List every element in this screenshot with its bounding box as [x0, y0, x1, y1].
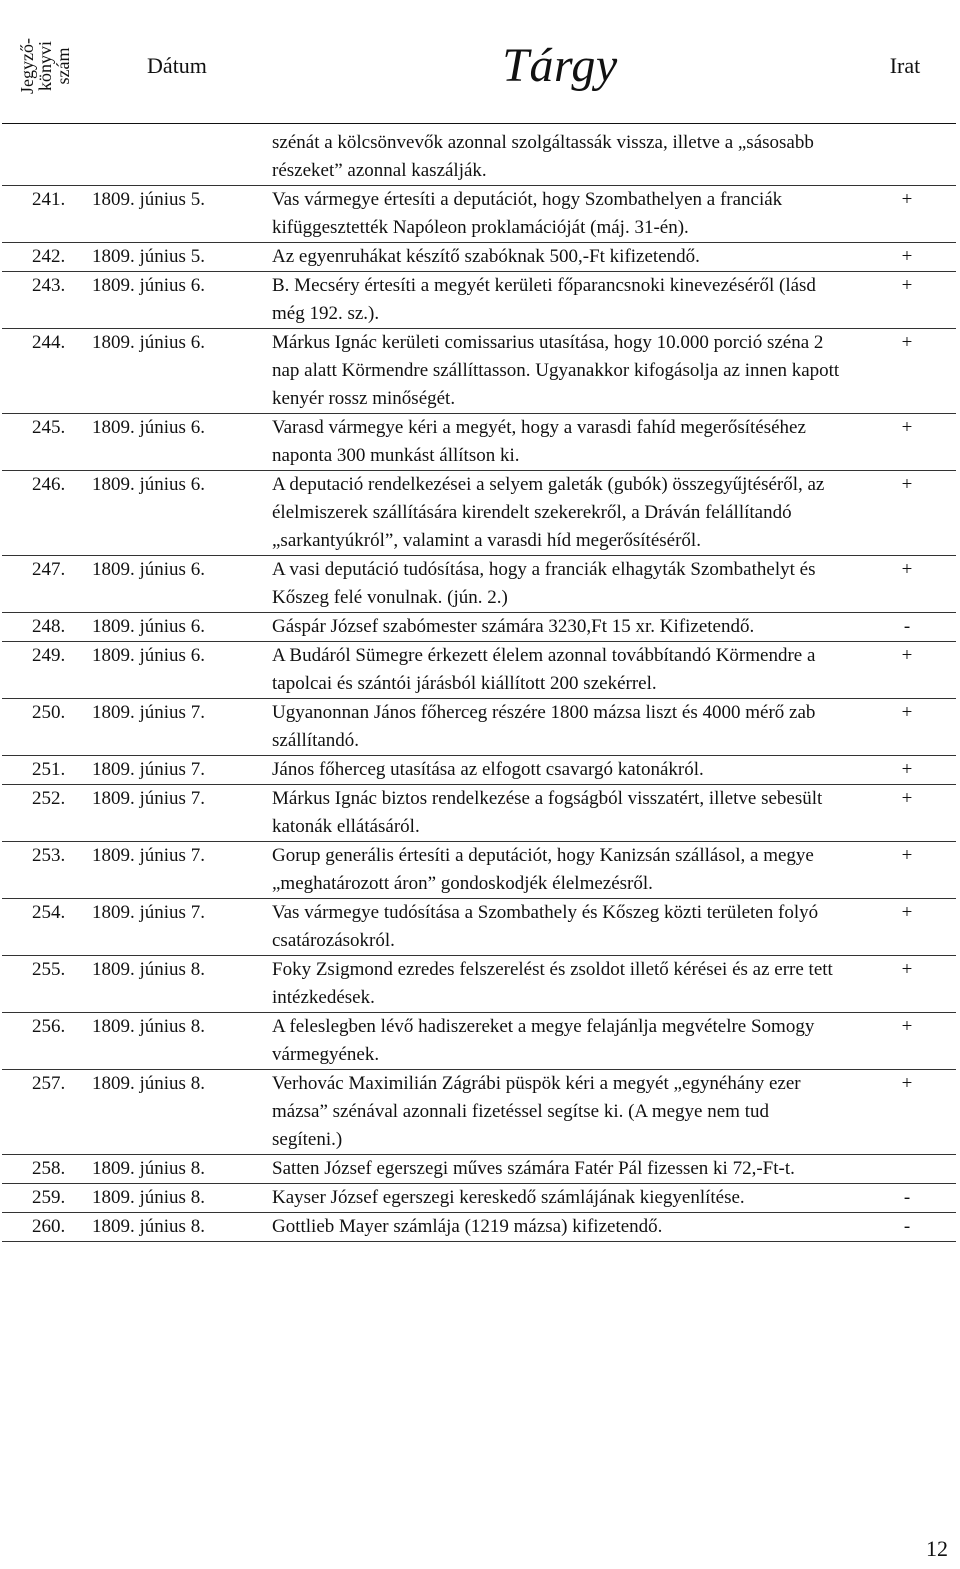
record-document: - — [854, 613, 956, 642]
table-row — [2, 1155, 956, 1184]
table-row — [2, 1184, 956, 1213]
record-number: 252. — [2, 785, 88, 842]
record-document: + — [854, 186, 956, 243]
record-subject: A feleslegben lévő hadiszereket a megye felajánlja megvételre Somogy vármegyének. — [266, 1013, 854, 1070]
record-date: 1809. június 8. — [88, 1013, 266, 1070]
record-date: 1809. június 8. — [88, 1070, 266, 1155]
record-date: 1809. június 6. — [88, 272, 266, 329]
table-row — [2, 1070, 956, 1155]
record-document: + — [854, 785, 956, 842]
record-document: + — [854, 1013, 956, 1070]
record-document: + — [854, 899, 956, 956]
record-document: + — [854, 756, 956, 785]
record-number: 260. — [2, 1213, 88, 1242]
record-date: 1809. június 8. — [88, 1155, 266, 1184]
record-subject: B. Mecséry értesíti a megyét kerületi főparancsnoki kinevezéséről (lásd még 192. sz.). — [266, 272, 854, 329]
table-row — [2, 785, 956, 842]
record-subject: Az egyenruhákat készítő szabóknak 500,-Ft kifizetendő. — [266, 243, 854, 272]
table-row — [2, 124, 956, 186]
record-subject: Gorup generális értesíti a deputációt, hogy Kanizsán szállásol, a megye „meghatározott áron” gondoskodjék élelmezésről. — [266, 842, 854, 899]
record-number: 247. — [2, 556, 88, 613]
record-number: 243. — [2, 272, 88, 329]
record-subject: Verhovác Maximilián Zágrábi püspök kéri a megyét „egynéhány ezer mázsa” szénával azonnali fizetéssel segítse ki. (A megye nem tud segíteni.) — [266, 1070, 854, 1155]
header-subject: Tárgy — [266, 8, 854, 124]
record-number: 253. — [2, 842, 88, 899]
table-row — [2, 243, 956, 272]
record-subject: A vasi deputáció tudósítása, hogy a franciák elhagyták Szombathelyt és Kőszeg felé vonulnak. (jún. 2.) — [266, 556, 854, 613]
record-date: 1809. június 7. — [88, 842, 266, 899]
table-row — [2, 842, 956, 899]
record-number: 248. — [2, 613, 88, 642]
record-subject: A deputació rendelkezései a selyem galeták (gubók) összegyűjtéséről, az élelmiszerek szállítására kirendelt szekerekről, a Dráván felállítandó „sarkantyúkról”, valamint a varasdi híd megerősítéséről. — [266, 471, 854, 556]
record-number: 255. — [2, 956, 88, 1013]
record-number: 241. — [2, 186, 88, 243]
record-date: 1809. június 5. — [88, 243, 266, 272]
header-record-number — [2, 8, 88, 124]
record-subject: Kayser József egerszegi kereskedő számlájának kiegyenlítése. — [266, 1184, 854, 1213]
record-date: 1809. június 7. — [88, 899, 266, 956]
record-document — [854, 1155, 956, 1184]
record-subject: Márkus Ignác biztos rendelkezése a fogságból visszatért, illetve sebesült katonák ellátásáról. — [266, 785, 854, 842]
table-row — [2, 272, 956, 329]
record-number: 246. — [2, 471, 88, 556]
record-subject: Satten József egerszegi műves számára Fatér Pál fizessen ki 72,-Ft-t. — [266, 1155, 854, 1184]
record-subject: Varasd vármegye kéri a megyét, hogy a varasdi fahíd megerősítéséhez naponta 300 munkást állítson ki. — [266, 414, 854, 471]
table-row — [2, 1013, 956, 1070]
record-document: + — [854, 699, 956, 756]
record-subject: Gottlieb Mayer számlája (1219 mázsa) kifizetendő. — [266, 1213, 854, 1242]
record-date: 1809. június 6. — [88, 642, 266, 699]
table-row — [2, 556, 956, 613]
record-document: + — [854, 471, 956, 556]
record-subject: Vas vármegye tudósítása a Szombathely és Kőszeg közti területen folyó csatározásokról. — [266, 899, 854, 956]
record-date: 1809. június 6. — [88, 613, 266, 642]
table-row — [2, 699, 956, 756]
record-document: + — [854, 1070, 956, 1155]
record-date: 1809. június 6. — [88, 556, 266, 613]
record-document: + — [854, 272, 956, 329]
record-document: + — [854, 329, 956, 414]
record-number: 242. — [2, 243, 88, 272]
header-document: Irat — [854, 8, 956, 124]
record-number: 256. — [2, 1013, 88, 1070]
record-document — [854, 124, 956, 186]
record-date: 1809. június 8. — [88, 1184, 266, 1213]
record-subject: Foky Zsigmond ezredes felszerelést és zsoldot illető kérései és az erre tett intézkedések. — [266, 956, 854, 1013]
record-number: 245. — [2, 414, 88, 471]
record-number: 250. — [2, 699, 88, 756]
record-number: 257. — [2, 1070, 88, 1155]
record-date: 1809. június 6. — [88, 329, 266, 414]
record-date — [88, 124, 266, 186]
table-row — [2, 756, 956, 785]
record-document: + — [854, 642, 956, 699]
record-number: 259. — [2, 1184, 88, 1213]
record-number: 254. — [2, 899, 88, 956]
record-date: 1809. június 7. — [88, 785, 266, 842]
record-document: + — [854, 842, 956, 899]
record-subject: Gáspár József szabómester számára 3230,Ft 15 xr. Kifizetendő. — [266, 613, 854, 642]
record-document: + — [854, 414, 956, 471]
header-record-number-line: szám — [53, 47, 73, 84]
record-subject: Vas vármegye értesíti a deputációt, hogy Szombathelyen a franciák kifüggesztették Napóleon proklamációját (máj. 31-én). — [266, 186, 854, 243]
register-table — [2, 8, 956, 1242]
record-number: 251. — [2, 756, 88, 785]
record-subject: A Budáról Sümegre érkezett élelem azonnal továbbítandó Körmendre a tapolcai és szántói járásból kiállított 200 szekérrel. — [266, 642, 854, 699]
record-subject: Ugyanonnan János főherceg részére 1800 mázsa liszt és 4000 mérő zab szállítandó. — [266, 699, 854, 756]
record-number: 258. — [2, 1155, 88, 1184]
header-record-number-line: Jegyző- — [17, 37, 37, 94]
table-header-row — [2, 8, 956, 124]
record-date: 1809. június 6. — [88, 414, 266, 471]
table-row — [2, 471, 956, 556]
record-date: 1809. június 5. — [88, 186, 266, 243]
table-row — [2, 956, 956, 1013]
record-document: + — [854, 243, 956, 272]
record-number: 244. — [2, 329, 88, 414]
record-document: - — [854, 1184, 956, 1213]
record-document: - — [854, 1213, 956, 1242]
record-date: 1809. június 6. — [88, 471, 266, 556]
record-subject: János főherceg utasítása az elfogott csavargó katonákról. — [266, 756, 854, 785]
record-number — [2, 124, 88, 186]
page-number: 12 — [926, 1536, 948, 1561]
record-number: 249. — [2, 642, 88, 699]
record-date: 1809. június 8. — [88, 956, 266, 1013]
table-row — [2, 186, 956, 243]
record-document: + — [854, 556, 956, 613]
table-row — [2, 899, 956, 956]
table-row — [2, 642, 956, 699]
record-subject: Márkus Ignác kerületi comissarius utasítása, hogy 10.000 porció széna 2 nap alatt Körmendre szállíttasson. Ugyanakkor kifogásolja az innen kapott kenyér rossz minőségét. — [266, 329, 854, 414]
record-document: + — [854, 956, 956, 1013]
record-date: 1809. június 7. — [88, 699, 266, 756]
header-record-number-line: könyvi — [35, 40, 55, 91]
table-row — [2, 329, 956, 414]
record-subject: szénát a kölcsönvevők azonnal szolgáltassák vissza, illetve a „sásosabb részeket” azonnal kaszálják. — [266, 124, 854, 186]
table-row — [2, 414, 956, 471]
table-row — [2, 613, 956, 642]
record-date: 1809. június 8. — [88, 1213, 266, 1242]
record-date: 1809. június 7. — [88, 756, 266, 785]
header-date: Dátum — [88, 8, 266, 124]
table-row — [2, 1213, 956, 1242]
